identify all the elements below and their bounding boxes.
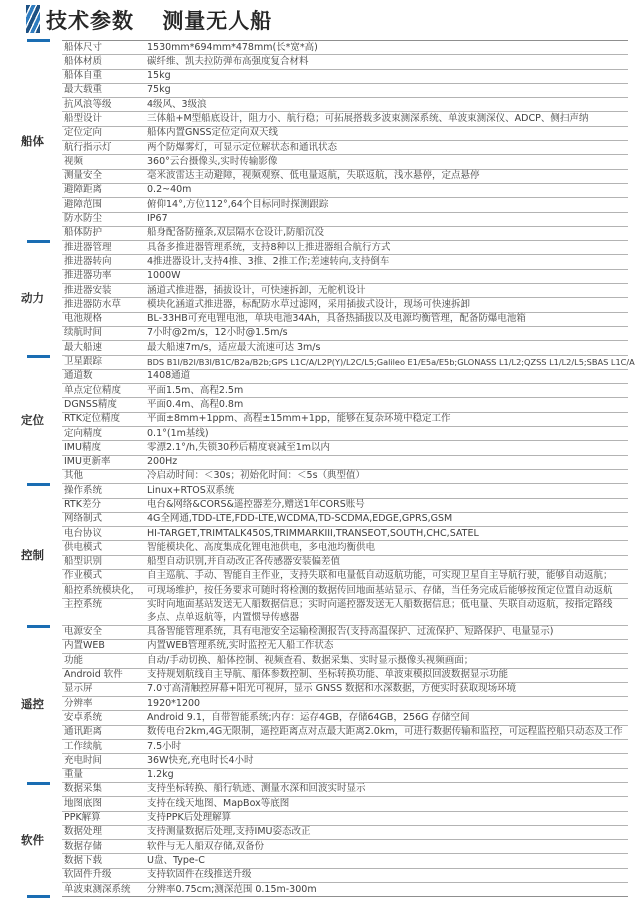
param-value: 软件与无人船双存储,双备份	[147, 840, 265, 852]
param-value: 智能模块化、高度集成化锂电池供电，多电池均衡供电	[147, 541, 376, 553]
spec-section	[0, 40, 628, 241]
param-value: 1.2kg	[147, 769, 174, 781]
param-label: 避障范围	[64, 198, 103, 210]
table-row	[62, 255, 628, 269]
section-rows	[62, 40, 628, 241]
param-value: 4G全网通,TDD-LTE,FDD-LTE,WCDMA,TD-SCDMA,EDGE,GPRS,GSM	[147, 513, 453, 525]
section-marker	[27, 39, 50, 42]
param-value: IP67	[147, 213, 168, 225]
spec-section	[0, 356, 635, 485]
param-value: 俯仰14°,方位112°,64个目标同时探测跟踪	[147, 198, 329, 210]
param-label: 续航时间	[64, 327, 103, 339]
param-label: 重量	[64, 769, 84, 781]
param-label: IMU更新率	[64, 456, 111, 468]
table-row	[62, 484, 628, 498]
param-value: 360°云台摄像头,实时传输影像	[147, 155, 278, 167]
section-category: 遥控	[21, 697, 44, 712]
param-label: 最大载重	[64, 84, 103, 96]
param-label: 船体防护	[64, 227, 103, 239]
spec-section	[0, 783, 628, 897]
table-row	[62, 470, 628, 484]
param-label: 数据存储	[64, 840, 103, 852]
param-label: 船控系统模块化，	[64, 584, 141, 596]
param-value: 0.1°(1m基线)	[147, 427, 209, 439]
param-label: 分辨率	[64, 697, 93, 709]
param-value: 7.5小时	[147, 740, 182, 752]
table-row	[62, 726, 628, 740]
spec-table	[0, 40, 635, 897]
param-label: 安卓系统	[64, 711, 103, 723]
section-category: 控制	[21, 547, 44, 562]
param-label: DGNSS精度	[64, 398, 117, 410]
param-value: 1920*1200	[147, 697, 201, 709]
param-label: 供电模式	[64, 541, 103, 553]
param-label: RTK定位精度	[64, 413, 120, 425]
param-label: 船体材质	[64, 55, 103, 67]
section-marker	[27, 782, 50, 785]
param-value: 两个防爆雾灯，可显示定位解状态和通讯状态	[147, 141, 338, 153]
param-value: 支持坐标转换、船行轨迹、测量水深和回波实时显示	[147, 783, 366, 795]
table-row	[62, 370, 628, 384]
param-value: 可现场维护，按任务要求可随时将检测的数据传回地面基站显示、存储，当任务完成后能够按预定位置自动返航	[147, 584, 613, 596]
param-label: 电池规格	[64, 313, 103, 325]
table-row	[62, 84, 628, 98]
param-value: 1000W	[147, 270, 181, 282]
table-row	[62, 640, 628, 654]
param-label: 推进器安装	[64, 284, 112, 296]
param-label: 船型识别	[64, 556, 103, 568]
param-label: 最大船速	[64, 341, 103, 353]
param-label: 船体尺寸	[64, 41, 103, 53]
param-label: 船体自重	[64, 70, 103, 82]
param-label: 推进器防水草	[64, 298, 122, 310]
table-row	[62, 683, 628, 697]
section-marker	[27, 625, 50, 628]
param-value: 船身配备防撞条,双层隔水仓设计,防船沉没	[147, 227, 325, 239]
param-value: 15kg	[147, 70, 171, 82]
param-value: 1530mm*694mm*478mm(长*宽*高)	[147, 41, 318, 53]
param-label: 推进器转向	[64, 255, 112, 267]
param-label: 地图底图	[64, 797, 103, 809]
section-marker	[27, 355, 50, 358]
section-label-column	[0, 40, 62, 241]
table-row	[62, 141, 628, 155]
table-row	[62, 570, 628, 584]
table-row	[62, 826, 628, 840]
page-title	[46, 5, 272, 35]
param-value: 平面±8mm+1ppm、高程±15mm+1pp，能够在复杂环境中稳定工作	[147, 413, 451, 425]
table-row	[62, 213, 628, 227]
param-value: BDS B1I/B2I/B3I/B1C/B2a/B2b;GPS L1C/A/L2P(Y)/L2C/L5;Galileo E1/E5a/E5b;GLONASS L1/L2;QZSS L1/L2/L5;SBAS L1C/A	[147, 357, 635, 368]
table-row	[62, 556, 628, 570]
param-value: 船型自动识别,并自动改正各传感器安装偏差值	[147, 556, 341, 568]
param-value: 最大船速7m/s，适应最大流速可达 3m/s	[147, 341, 321, 353]
param-label: 工作续航	[64, 740, 103, 752]
param-label: 显示屏	[64, 683, 93, 695]
param-label: 作业模式	[64, 570, 103, 582]
table-row	[62, 456, 628, 470]
param-label: 抗风浪等级	[64, 98, 112, 110]
table-row	[62, 427, 628, 441]
table-row	[62, 797, 628, 811]
param-label: RTK差分	[64, 499, 101, 510]
section-category: 动力	[21, 291, 44, 306]
table-row	[62, 356, 635, 370]
param-label: 定位定向	[64, 127, 103, 139]
param-label: 网络制式	[64, 513, 103, 525]
table-row	[62, 769, 628, 783]
table-row	[62, 198, 628, 212]
table-row	[62, 754, 628, 768]
table-row	[62, 499, 628, 513]
section-marker	[27, 240, 50, 243]
table-row	[62, 413, 628, 427]
table-row	[62, 270, 628, 284]
param-label: 航行指示灯	[64, 141, 112, 153]
param-value: 4级风、3级浪	[147, 98, 207, 110]
param-label: 功能	[64, 654, 84, 666]
param-label: 通讯距离	[64, 726, 103, 738]
page-header	[0, 0, 634, 40]
wave-stripes-icon	[26, 5, 40, 33]
table-row	[62, 783, 628, 797]
param-label: 通道数	[64, 370, 93, 382]
table-row	[62, 313, 628, 327]
param-value: 具备智能管理系统，具有电池安全运输检测报告(支持高温保护、过流保护、短路保护、电量显示)	[147, 626, 554, 638]
param-value: 1408通道	[147, 370, 191, 382]
param-value: 平面0.4m、高程0.8m	[147, 398, 244, 410]
table-row	[62, 98, 628, 112]
table-row	[62, 384, 628, 398]
table-row	[62, 584, 628, 598]
table-row	[62, 869, 628, 883]
section-label-column	[0, 484, 62, 625]
param-value: 支持测量数据后处理,支持IMU姿态改正	[147, 826, 311, 838]
param-label: 推进器管理	[64, 241, 112, 253]
table-row	[62, 840, 628, 854]
param-value: HI-TARGET,TRIMTALK450S,TRIMMARKIII,TRANSEOT,SOUTH,CHC,SATEL	[147, 527, 479, 539]
table-row	[62, 740, 628, 754]
param-value: 自主巡航、手动、智能自主作业，支持失联和电量低自动返航功能，可实现卫星自主导航行驶，能够自动返航；	[147, 570, 613, 582]
section-label-column	[0, 241, 62, 355]
section-label-column	[0, 783, 62, 897]
table-row	[62, 298, 628, 312]
param-value: 模块化涵道式推进器，标配防水草过滤网，采用插拔式设计，现场可快速拆卸	[147, 298, 471, 310]
param-label: 电源安全	[64, 626, 103, 638]
param-label: 防水防尘	[64, 213, 103, 225]
param-value: BL-33HB可充电锂电池，单块电池34Ah，具备热插拔以及电源均衡管理，配备防爆电池箱	[147, 313, 526, 325]
param-label: IMU精度	[64, 441, 101, 453]
table-row	[62, 599, 628, 626]
table-row	[62, 883, 628, 897]
param-value: 涵道式推进器，插拔设计，可快速拆卸，无舵机设计	[147, 284, 366, 296]
param-label: 数据处理	[64, 826, 103, 838]
param-label: 避障距离	[64, 184, 103, 196]
param-label: 软固件升级	[64, 869, 112, 881]
table-row	[62, 241, 628, 255]
table-row	[62, 711, 628, 725]
spec-section	[0, 484, 628, 625]
param-label: 定向精度	[64, 427, 103, 439]
section-category: 定位	[21, 412, 44, 427]
table-row	[62, 626, 628, 640]
section-rows	[62, 356, 635, 485]
param-label: 其他	[64, 470, 84, 482]
table-row	[62, 527, 628, 541]
param-value: 毫米波雷达主动避障，视频观察、低电量返航，失联返航，浅水悬停，定点悬停	[147, 170, 480, 182]
table-row	[62, 654, 628, 668]
param-value: 4推进器设计,支持4推、3推、2推工作;差速转向,支持倒车	[147, 255, 390, 267]
param-value: 碳纤维、凯夫拉防弹布高强度复合材料	[147, 55, 309, 67]
section-rows	[62, 241, 628, 355]
table-row	[62, 398, 628, 412]
table-row	[62, 541, 628, 555]
table-row	[62, 341, 628, 355]
param-value: 支持在线天地图、MapBox等底图	[147, 797, 290, 809]
param-value: 7.0寸高清触控屏幕+阳光可视屏，显示 GNSS 数据和水深数据，方便实时获取现场环境	[147, 683, 517, 695]
param-label: 卫星跟踪	[64, 356, 103, 368]
table-row	[62, 70, 628, 84]
section-marker	[27, 483, 50, 486]
section-category: 船体	[21, 133, 44, 148]
table-row	[62, 184, 628, 198]
section-rows	[62, 484, 628, 625]
section-label-column	[0, 626, 62, 783]
param-value: 分辨率0.75cm;测深范围 0.15m-300m	[147, 883, 317, 895]
table-row	[62, 441, 628, 455]
param-value: 200Hz	[147, 456, 178, 468]
param-label: 数据下载	[64, 854, 103, 866]
param-value: 数传电台2km,4G无限制，遥控距离点对点最大距离2.0km，可进行数据传输和监控，可远程监控船只动态及工作	[147, 726, 623, 738]
param-label: 推进器功率	[64, 270, 112, 282]
param-value: 冷启动时间：＜30s；初始化时间：＜5s（典型值）	[147, 470, 366, 482]
table-row	[62, 513, 628, 527]
table-row	[62, 697, 628, 711]
param-label: Android 软件	[64, 669, 123, 681]
param-value: 零漂2.1°/h,失锁30秒后精度衰减至1m以内	[147, 441, 330, 453]
spec-section	[0, 626, 628, 783]
param-value: 内置WEB管理系统,实时监控无人船工作状态	[147, 640, 334, 652]
param-value: U盘、Type-C	[147, 854, 205, 866]
table-row	[62, 112, 628, 126]
param-label: PPK解算	[64, 812, 101, 824]
param-label: 视频	[64, 155, 84, 167]
table-row	[62, 284, 628, 298]
param-value: 0.2~40m	[147, 184, 192, 196]
param-label: 主控系统	[64, 599, 103, 611]
section-rows	[62, 626, 628, 783]
title-product-name: 测量无人船	[162, 9, 273, 33]
param-value: 船体内置GNSS定位定向双天线	[147, 127, 279, 139]
param-label: 电台协议	[64, 527, 103, 539]
param-value: 实时向地面基站发送无人船数据信息；实时向遥控器发送无人船数据信息；低电量、失联自动返航，按指定路线 多点、点单返航等，内置惯导传感器	[147, 599, 613, 623]
param-label: 测量安全	[64, 170, 103, 182]
param-label: 充电时间	[64, 754, 103, 766]
table-row	[62, 669, 628, 683]
param-value: 三体船+M型船底设计，阻力小、航行稳；可拓展搭载多波束测深系统、单波束测深仪、ADCP、侧扫声纳	[147, 112, 589, 124]
param-label: 操作系统	[64, 484, 103, 496]
param-value: 电台&网络&CORS&遥控器差分,赠送1年CORS账号	[147, 499, 365, 510]
param-label: 内置WEB	[64, 640, 105, 652]
param-value: 支持规划航线自主导航、船体参数控制、坐标转换功能、单波束模拟回波数据显示功能	[147, 669, 509, 681]
section-category: 软件	[21, 833, 44, 848]
table-row	[62, 227, 628, 241]
param-value: 支持PPK后处理解算	[147, 812, 232, 824]
param-label: 船型设计	[64, 112, 103, 124]
param-value: 7小时@2m/s，12小时@1.5m/s	[147, 327, 288, 339]
table-row	[62, 812, 628, 826]
param-value: 75kg	[147, 84, 171, 96]
table-row	[62, 55, 628, 69]
param-value: 36W快充,充电时长4小时	[147, 754, 254, 766]
param-value: Android 9.1，自带智能系统;内存：运存4GB，存储64GB，256G 存储空间	[147, 711, 470, 723]
param-value: Linux+RTOS双系统	[147, 484, 235, 496]
param-value: 具备多推进器管理系统，支持8种以上推进器组合航行方式	[147, 241, 391, 253]
title-section-label: 技术参数	[46, 9, 134, 33]
param-value: 自动/手动切换、船体控制、视频查看、数据采集、实时显示摄像头视频画面；	[147, 654, 474, 666]
param-value: 平面1.5m、高程2.5m	[147, 384, 244, 396]
table-row	[62, 127, 628, 141]
param-label: 数据采集	[64, 783, 103, 795]
param-label: 单点定位精度	[64, 384, 122, 396]
param-value: 支持软固件在线推送升级	[147, 869, 252, 881]
table-row	[62, 41, 628, 55]
table-row	[62, 155, 628, 169]
spec-section	[0, 241, 628, 355]
section-label-column	[0, 356, 62, 485]
table-row	[62, 170, 628, 184]
section-rows	[62, 783, 628, 897]
table-row	[62, 327, 628, 341]
param-label: 单波束测深系统	[64, 883, 131, 895]
table-row	[62, 854, 628, 868]
